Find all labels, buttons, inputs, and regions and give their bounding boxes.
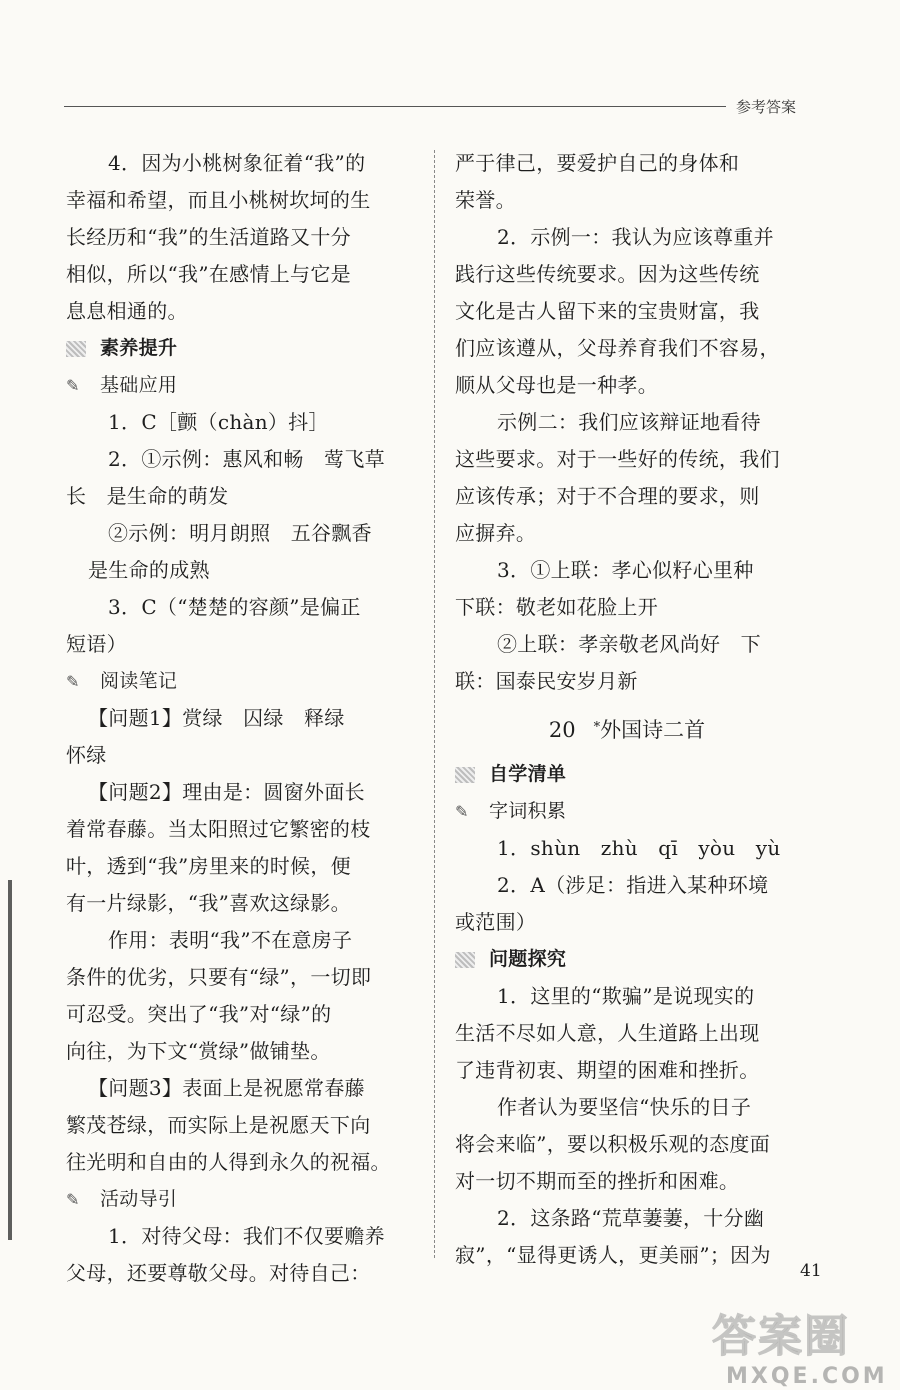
subsection-heading xyxy=(66,663,410,700)
subsection-heading-text: 字词积累 xyxy=(489,800,567,822)
text-line: 生活不尽如人意，人生道路上出现 xyxy=(455,1021,760,1045)
text-line: 【问题1】赏绿 囚绿 释绿 xyxy=(88,706,345,730)
text-line: 相似，所以“我”在感情上与它是 xyxy=(66,262,351,286)
lesson-number: 20 xyxy=(548,718,576,742)
text-line: 1．shùn zhù qī yòu yù xyxy=(497,836,781,860)
section-marker-icon xyxy=(66,341,86,357)
text-line: 3．C（“楚楚的容颜”是偏正 xyxy=(108,595,361,619)
text-line: 对一切不期而至的挫折和困难。 xyxy=(455,1169,740,1193)
text-line: 短语） xyxy=(66,632,127,656)
header-title: 参考答案 xyxy=(736,98,797,116)
text-line: 作用：表明“我”不在意房子 xyxy=(108,928,353,952)
lesson-title xyxy=(455,700,799,756)
text-line: 2．示例一：我认为应该尊重并 xyxy=(497,225,774,249)
subsection-heading-text: 活动导引 xyxy=(100,1188,178,1210)
subsection-heading xyxy=(66,1181,410,1218)
text-line: 条件的优劣，只要有“绿”，一切即 xyxy=(66,965,372,989)
section-heading xyxy=(66,330,410,367)
lesson-title-text: 外国诗二首 xyxy=(600,718,706,742)
text-line: 践行这些传统要求。因为这些传统 xyxy=(455,262,760,286)
text-line: 联：国泰民安岁月新 xyxy=(455,669,638,693)
text-line: 作者认为要坚信“快乐的日子 xyxy=(497,1095,752,1119)
pen-icon: ✎ xyxy=(66,672,80,691)
text-line: 3．①上联：孝心似籽心里种 xyxy=(497,558,754,582)
watermark-main: 答案圈 xyxy=(712,1311,850,1362)
section-heading xyxy=(455,756,799,793)
text-line: 2．①示例：惠风和畅 莺飞草 xyxy=(108,447,385,471)
pen-icon: ✎ xyxy=(455,802,469,821)
text-line: 可忍受。突出了“我”对“绿”的 xyxy=(66,1002,332,1026)
text-line: 1．这里的“欺骗”是说现实的 xyxy=(497,984,755,1008)
page-number: 41 xyxy=(800,1261,822,1281)
subsection-heading-text: 基础应用 xyxy=(100,374,178,396)
header-rule xyxy=(64,106,726,107)
section-heading-text: 素养提升 xyxy=(100,337,178,359)
text-line: ②上联：孝亲敬老风尚好 下 xyxy=(497,632,761,656)
text-line: 2．A（涉足：指进入某种环境 xyxy=(497,873,769,897)
subsection-heading xyxy=(455,793,799,830)
text-line: 严于律己，要爱护自己的身体和 xyxy=(455,151,740,175)
text-line: 长经历和“我”的生活道路又十分 xyxy=(66,225,351,249)
text-line: 【问题2】理由是：圆窗外面长 xyxy=(88,780,365,804)
column-divider xyxy=(434,150,435,1258)
text-line: 着常春藤。当太阳照过它繁密的枝 xyxy=(66,817,371,841)
text-line: 寂”，“显得更诱人，更美丽”；因为 xyxy=(455,1243,771,1267)
text-line: 叶，透到“我”房里来的时候，便 xyxy=(66,854,351,878)
text-line: 了违背初衷、期望的困难和挫折。 xyxy=(455,1058,760,1082)
text-line: 是生命的成熟 xyxy=(88,558,210,582)
text-line: 长 是生命的萌发 xyxy=(66,484,229,508)
scan-edge-mark xyxy=(8,880,12,1240)
section-heading xyxy=(455,941,799,978)
section-heading-text: 问题探究 xyxy=(489,948,567,970)
text-line: 繁茂苍绿，而实际上是祝愿天下向 xyxy=(66,1113,371,1137)
text-line: 们应该遵从，父母养育我们不容易， xyxy=(455,336,780,360)
text-line: 示例二：我们应该辩证地看待 xyxy=(497,410,761,434)
text-line: 怀绿 xyxy=(66,743,107,767)
text-line: 荣誉。 xyxy=(455,188,516,212)
section-marker-icon xyxy=(455,767,475,783)
text-line: 应该传承；对于不合理的要求，则 xyxy=(455,484,760,508)
section-heading-text: 自学清单 xyxy=(489,763,567,785)
subsection-heading-text: 阅读笔记 xyxy=(100,670,178,692)
left-column xyxy=(66,145,410,1292)
text-line: 【问题3】表面上是祝愿常春藤 xyxy=(88,1076,365,1100)
subsection-heading xyxy=(66,367,410,404)
text-line: ②示例：明月朗照 五谷飘香 xyxy=(108,521,372,545)
text-line: 往光明和自由的人得到永久的祝福。 xyxy=(66,1150,391,1174)
watermark-logo xyxy=(712,1300,892,1389)
text-line: 父母，还要尊敬父母。对待自己： xyxy=(66,1261,371,1285)
pen-icon: ✎ xyxy=(66,376,80,395)
text-line: 或范围） xyxy=(455,910,537,934)
text-line: 1．对待父母：我们不仅要赡养 xyxy=(108,1224,385,1248)
right-column xyxy=(455,145,799,1274)
text-line: 幸福和希望，而且小桃树坎坷的生 xyxy=(66,188,371,212)
text-line: 下联：敬老如花脸上开 xyxy=(455,595,658,619)
text-line: 4．因为小桃树象征着“我”的 xyxy=(108,151,366,175)
pen-icon: ✎ xyxy=(66,1190,80,1209)
watermark-sub: MXQE.COM xyxy=(726,1364,888,1389)
text-line: 顺从父母也是一种孝。 xyxy=(455,373,658,397)
section-marker-icon xyxy=(455,952,475,968)
text-line: 应摒弃。 xyxy=(455,521,537,545)
text-line: 将会来临”，要以积极乐观的态度面 xyxy=(455,1132,771,1156)
text-line: 向往，为下文“赏绿”做铺垫。 xyxy=(66,1039,331,1063)
text-line: 2．这条路“荒草萋萋，十分幽 xyxy=(497,1206,765,1230)
text-line: 息息相通的。 xyxy=(66,299,188,323)
text-line: 1．C［颤（chàn）抖］ xyxy=(108,410,329,434)
lesson-star: * xyxy=(593,720,601,735)
text-line: 有一片绿影，“我”喜欢这绿影。 xyxy=(66,891,351,915)
text-line: 文化是古人留下来的宝贵财富，我 xyxy=(455,299,760,323)
text-line: 这些要求。对于一些好的传统，我们 xyxy=(455,447,780,471)
